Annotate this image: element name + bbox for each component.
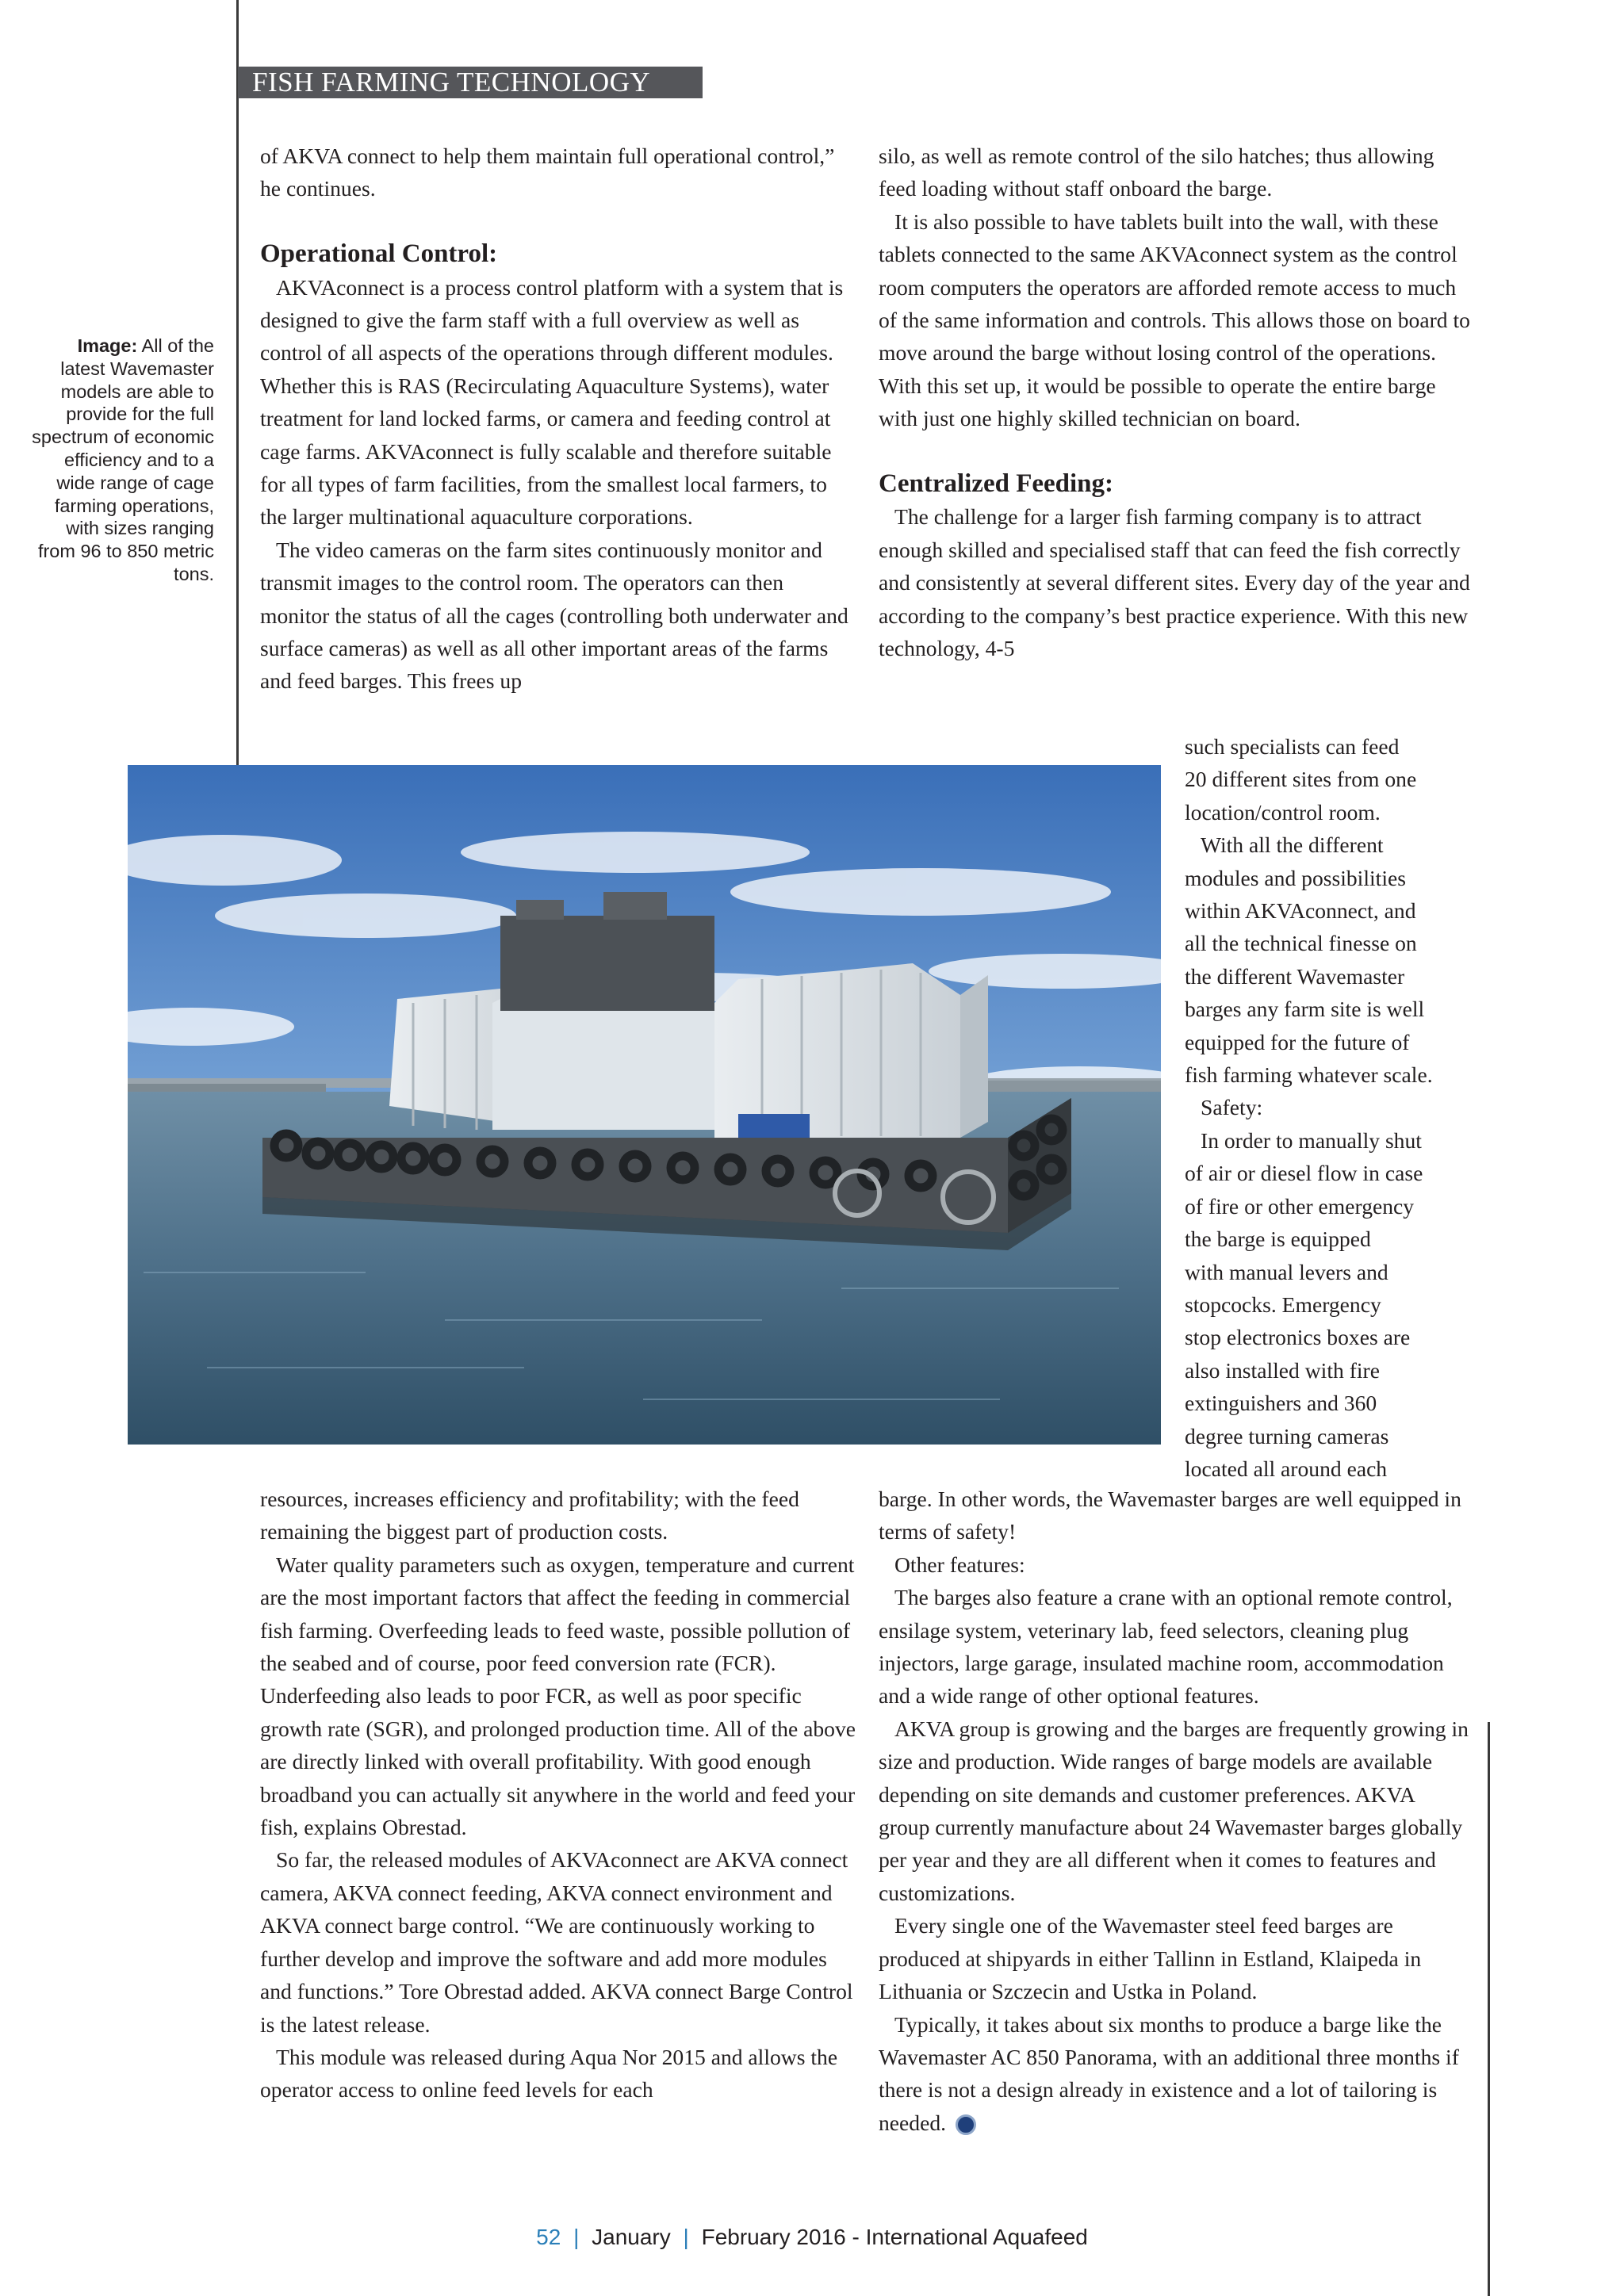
- text-line: extinguishers and 360: [1185, 1391, 1377, 1416]
- paragraph: resources, increases efficiency and profitability; with the feed remaining the biggest part of production costs.: [260, 1487, 799, 1544]
- text-line: stop electronics boxes are: [1185, 1325, 1411, 1350]
- text-line: the barge is equipped: [1185, 1226, 1371, 1252]
- text-line: such specialists can feed: [1185, 734, 1400, 759]
- end-of-article-icon: [956, 2114, 976, 2135]
- barge-illustration: [128, 765, 1161, 1445]
- image-caption: [32, 335, 214, 586]
- subheading-other-features: Other features:: [894, 1552, 1025, 1577]
- narrow-column: [1185, 730, 1486, 1485]
- text-line: In order to manually shut: [1201, 1127, 1422, 1153]
- text-line: all the technical finesse on: [1185, 931, 1417, 956]
- text-line: modules and possibilities: [1185, 865, 1406, 890]
- text-line: degree turning cameras: [1185, 1423, 1389, 1448]
- column-1-top: [260, 140, 856, 698]
- column-2-top: [879, 140, 1470, 664]
- subheading-safety: Safety:: [1201, 1095, 1263, 1120]
- paragraph: Every single one of the Wavemaster steel feed barges are produced at shipyards in either Tallinn in Estland, Klaipeda in Lithuania or Szczecin and Ustka in Poland.: [879, 1913, 1422, 2004]
- section-header: FISH FARMING TECHNOLOGY: [238, 67, 703, 98]
- subheading-operational-control: Operational Control:: [260, 239, 498, 269]
- subheading-centralized-feeding: Centralized Feeding:: [879, 469, 1114, 499]
- paragraph: [879, 2008, 1470, 2140]
- paragraph: barge. In other words, the Wavemaster barges are well equipped in terms of safety!: [879, 1487, 1461, 1544]
- text-line: with manual levers and: [1185, 1259, 1388, 1284]
- footer-separator: |: [683, 2225, 689, 2249]
- paragraph: silo, as well as remote control of the silo hatches; thus allowing feed loading without staff onboard the barge.: [879, 144, 1434, 201]
- paragraph: It is also possible to have tablets built into the wall, with these tablets connected to the same AKVAconnect system as the control room computers the operators are afforded remote access to much of the same information and controls. This allows those on board to move around the barge without losing control of the operations. With this set up, it would be possible to operate the entire barge with just one highly skilled technician on board.: [879, 209, 1470, 431]
- column-2-bottom: [879, 1483, 1470, 2139]
- text-line: equipped for the future of: [1185, 1029, 1410, 1054]
- paragraph: AKVA group is growing and the barges are frequently growing in size and production. Wide ranges of barge models are available depending on site demands and customer preferences. AKVA group currently manufacture about 24 Wavemaster barges globally per year and they are all different when it comes to features and customizations.: [879, 1716, 1469, 1905]
- caption-label: Image:: [77, 335, 138, 356]
- right-margin-rule: [1488, 1722, 1490, 2296]
- text-line: of air or diesel flow in case: [1185, 1161, 1423, 1186]
- text-line: With all the different: [1201, 832, 1384, 858]
- paragraph: of AKVA connect to help them maintain full operational control,” he continues.: [260, 144, 835, 201]
- paragraph: The video cameras on the farm sites continuously monitor and transmit images to the control room. The operators can then monitor the status of all the cages (controlling both underwater and surface cameras) as well as all other important areas of the farms and feed barges. This frees up: [260, 537, 848, 694]
- left-column-rule: [236, 0, 239, 765]
- text-line: 20 different sites from one: [1185, 767, 1417, 792]
- text-line: within AKVAconnect, and: [1185, 898, 1416, 924]
- text-line: also installed with fire: [1185, 1357, 1380, 1383]
- footer-separator: |: [573, 2225, 580, 2249]
- text-line: fish farming whatever scale.: [1185, 1062, 1433, 1088]
- page-number: 52: [536, 2225, 561, 2249]
- text-line: the different Wavemaster: [1185, 963, 1405, 989]
- paragraph: Water quality parameters such as oxygen, temperature and current are the most important factors that affect the feeding in commercial fish farming. Overfeeding leads to feed waste, possible pollution of the seabed and of course, poor feed conversion rate (FCR). Underfeeding also leads to poor FCR, as well as poor specific growth rate (SGR), and prolonged production time. All of the above are directly linked with overall profitability. With good enough broadband you can actually sit anywhere in the world and feed your fish, explains Obrestad.: [260, 1552, 856, 1840]
- final-paragraph-text: Typically, it takes about six months to produce a barge like the Wavemaster AC 850 Panorama, with an additional three months if there is not a design already in existence and a lot of tailoring is needed.: [879, 2011, 1459, 2135]
- text-line: location/control room.: [1185, 799, 1381, 825]
- text-line: stopcocks. Emergency: [1185, 1292, 1381, 1317]
- text-line: of fire or other emergency: [1185, 1193, 1415, 1219]
- paragraph: AKVAconnect is a process control platform with a system that is designed to give the farm staff with a full overview as well as control of all aspects of the operations through different modules. Whether this is RAS (Recirculating Aquaculture Systems), water treatment for land locked farms, or camera and feeding control at cage farms. AKVAconnect is fully scalable and therefore suitable for all types of farm facilities, from the smallest local farmers, to the larger multinational aquaculture corporations.: [260, 274, 844, 530]
- footer-month: January: [592, 2225, 671, 2249]
- column-1-bottom: [260, 1483, 856, 2107]
- paragraph: This module was released during Aqua Nor 2015 and allows the operator access to online feed levels for each: [260, 2044, 838, 2103]
- footer-publication: February 2016 - International Aquafeed: [701, 2225, 1088, 2249]
- paragraph: The barges also feature a crane with an optional remote control, ensilage system, veterinary lab, feed selectors, cleaning plug injectors, large garage, insulated machine room, accommodation and a wide range of other optional features.: [879, 1585, 1453, 1709]
- paragraph: The challenge for a larger fish farming company is to attract enough skilled and specialised staff that can feed the fish correctly and consistently at several different sites. Every day of the year and according to the company’s best practice experience. With this new technology, 4-5: [879, 504, 1470, 661]
- barge-photo: [128, 765, 1161, 1445]
- page-footer: [0, 2225, 1624, 2250]
- text-line: barges any farm site is well: [1185, 997, 1425, 1022]
- caption-text: All of the latest Wavemaster models are able to provide for the full spectrum of economic efficiency and to a wide range of cage farming operations, with sizes ranging from 96 to 850 metric tons.: [32, 335, 214, 584]
- text-line: located all around each: [1185, 1456, 1388, 1481]
- paragraph: So far, the released modules of AKVAconnect are AKVA connect camera, AKVA connect feeding, AKVA connect environment and AKVA connect barge control. “We are continuously working to further develop and improve the software and add more modules and functions.” Tore Obrestad added. AKVA connect Barge Control is the latest release.: [260, 1847, 853, 2037]
